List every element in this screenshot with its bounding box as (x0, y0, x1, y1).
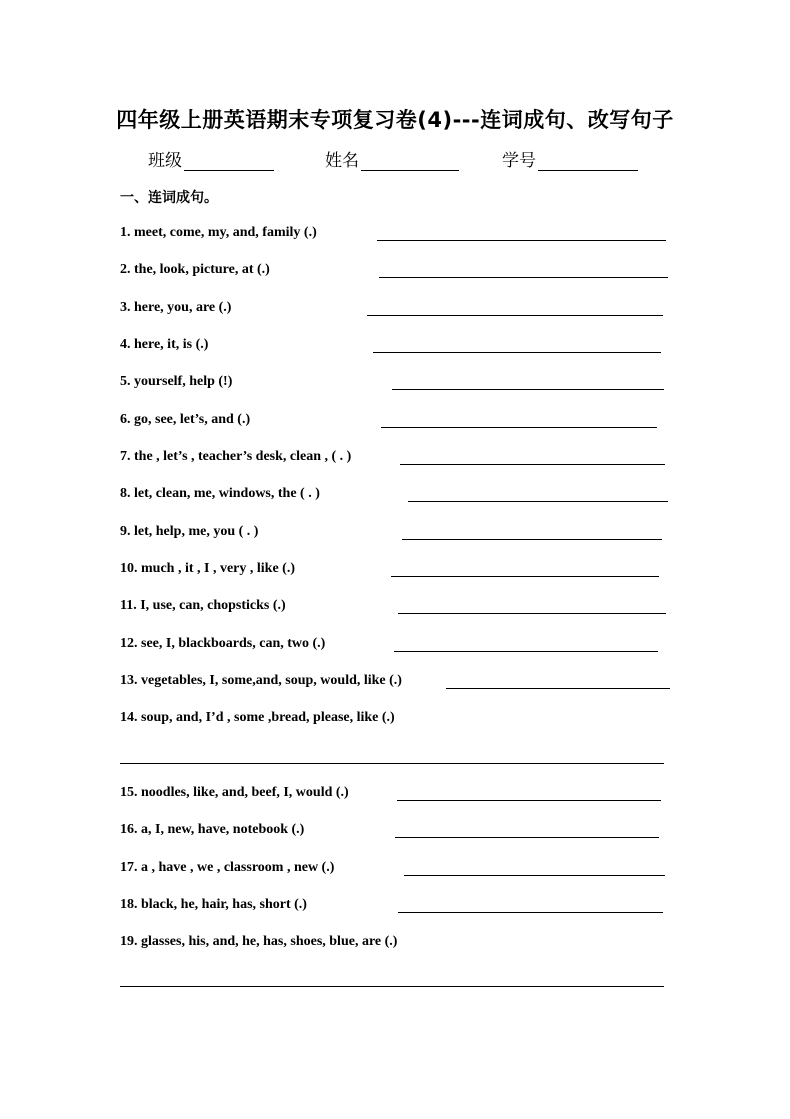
question-11: 11. I, use, can, chopsticks (.) (120, 598, 286, 613)
question-7: 7. the , let’s , teacher’s desk, clean , ( . ) (120, 449, 352, 464)
question-4: 4. here, it, is (.) (120, 337, 209, 352)
question-14: 14. soup, and, I’d , some ,bread, please, like (.) (120, 710, 395, 725)
answer-line-17[interactable] (404, 875, 665, 876)
question-13: 13. vegetables, I, some,and, soup, would, like (.) (120, 673, 402, 688)
question-1: 1. meet, come, my, and, family (.) (120, 225, 317, 240)
answer-line-4[interactable] (373, 352, 661, 353)
answer-line-2[interactable] (379, 277, 668, 278)
class-label: 班级 (148, 151, 182, 171)
section-title: 一、连词成句。 (120, 190, 218, 206)
class-blank[interactable] (184, 152, 274, 171)
student-number-label: 学号 (502, 151, 536, 171)
answer-line-9[interactable] (402, 539, 662, 540)
answer-line-8[interactable] (408, 501, 668, 502)
answer-line-14[interactable] (120, 763, 664, 764)
name-label: 姓名 (325, 151, 359, 171)
question-18: 18. black, he, hair, has, short (.) (120, 897, 307, 912)
question-15: 15. noodles, like, and, beef, I, would (.) (120, 785, 349, 800)
answer-line-3[interactable] (367, 315, 663, 316)
answer-line-6[interactable] (381, 427, 657, 428)
answer-line-15[interactable] (397, 800, 661, 801)
answer-line-11[interactable] (398, 613, 666, 614)
student-number-blank[interactable] (538, 152, 638, 171)
class-field (148, 146, 274, 171)
answer-line-18[interactable] (398, 912, 663, 913)
question-3: 3. here, you, are (.) (120, 300, 232, 315)
question-12: 12. see, I, blackboards, can, two (.) (120, 636, 326, 651)
student-number-field (502, 146, 638, 171)
answer-line-5[interactable] (392, 389, 664, 390)
question-8: 8. let, clean, me, windows, the ( . ) (120, 486, 320, 501)
question-10: 10. much , it , I , very , like (.) (120, 561, 295, 576)
question-9: 9. let, help, me, you ( . ) (120, 524, 259, 539)
name-blank[interactable] (361, 152, 459, 171)
answer-line-7[interactable] (400, 464, 665, 465)
page-title: 四年级上册英语期末专项复习卷(4)---连词成句、改写句子 (116, 108, 674, 132)
name-field (325, 146, 459, 171)
answer-line-19[interactable] (120, 986, 664, 987)
question-17: 17. a , have , we , classroom , new (.) (120, 860, 335, 875)
answer-line-16[interactable] (395, 837, 659, 838)
question-5: 5. yourself, help (!) (120, 374, 233, 389)
question-16: 16. a, I, new, have, notebook (.) (120, 822, 305, 837)
answer-line-12[interactable] (394, 651, 658, 652)
question-2: 2. the, look, picture, at (.) (120, 262, 270, 277)
answer-line-10[interactable] (391, 576, 659, 577)
question-19: 19. glasses, his, and, he, has, shoes, blue, are (.) (120, 934, 398, 949)
question-6: 6. go, see, let’s, and (.) (120, 412, 251, 427)
answer-line-1[interactable] (377, 240, 666, 241)
answer-line-13[interactable] (446, 688, 670, 689)
